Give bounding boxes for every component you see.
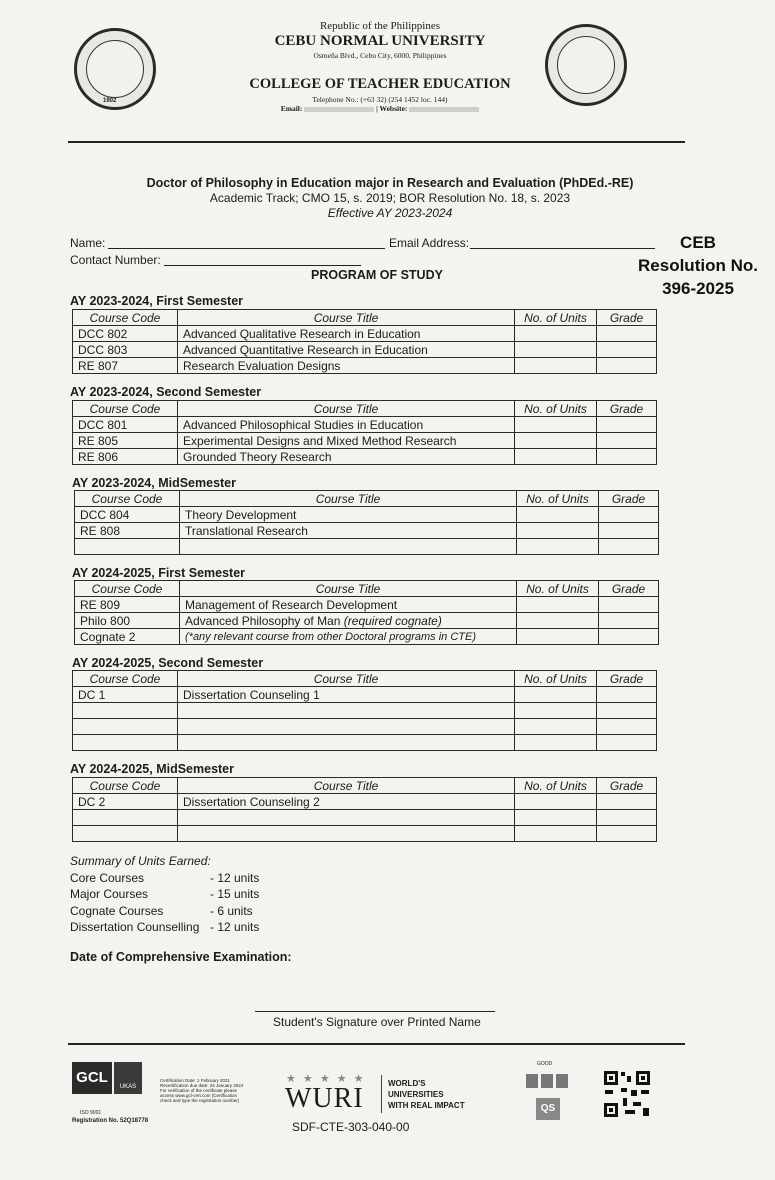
course-table [72, 777, 657, 842]
units-cell[interactable] [515, 358, 597, 374]
grade-cell[interactable] [597, 687, 657, 703]
grade-cell[interactable] [597, 703, 657, 719]
ceb-resolution-note [622, 231, 774, 300]
table-row [73, 326, 657, 342]
header-course-code: Course Code [73, 671, 178, 687]
course-code: DCC 802 [73, 326, 178, 342]
comprehensive-exam-label: Date of Comprehensive Examination: [70, 950, 292, 964]
header-course-title: Course Title [178, 671, 515, 687]
table-row [75, 629, 659, 645]
course-title: Dissertation Counseling 1 [178, 687, 515, 703]
course-title: Research Evaluation Designs [178, 358, 515, 374]
summary-value: - 15 units [210, 887, 260, 901]
course-table [72, 400, 657, 465]
header-grade: Grade [599, 491, 659, 507]
course-code: DC 2 [73, 794, 178, 810]
ukas-logo: UKAS [114, 1062, 142, 1094]
grade-cell[interactable] [597, 342, 657, 358]
course-title: Theory Development [180, 507, 517, 523]
header-units: No. of Units [515, 671, 597, 687]
grade-cell[interactable] [599, 629, 659, 645]
program-track: Academic Track; CMO 15, s. 2019; BOR Resolution No. 18, s. 2023 [209, 191, 571, 205]
header-course-title: Course Title [180, 491, 517, 507]
header-grade: Grade [597, 671, 657, 687]
wuri-tag-line: UNIVERSITIES [388, 1090, 444, 1099]
summary-label: Major Courses [70, 887, 149, 901]
grade-cell[interactable] [597, 358, 657, 374]
cert-line: Recertification due date: 24 January 2024 [160, 1083, 244, 1088]
header-course-title: Course Title [178, 778, 515, 794]
grade-cell[interactable] [599, 597, 659, 613]
units-cell[interactable] [515, 449, 597, 465]
course-code[interactable] [73, 735, 178, 751]
table-row [73, 735, 657, 751]
university-seal-left [74, 28, 156, 110]
header-grade: Grade [599, 581, 659, 597]
course-title: Grounded Theory Research [178, 449, 515, 465]
table-row [75, 523, 659, 539]
grade-cell[interactable] [597, 417, 657, 433]
document-code: SDF-CTE-303-040-00 [292, 1120, 410, 1134]
units-cell[interactable] [515, 810, 597, 826]
course-note: (required cognate) [343, 613, 442, 628]
course-title: Advanced Philosophical Studies in Education [178, 417, 515, 433]
summary-row [70, 919, 259, 936]
course-code[interactable] [75, 539, 180, 555]
course-code: RE 808 [75, 523, 180, 539]
course-title: Experimental Designs and Mixed Method Research [178, 433, 515, 449]
semester-title: AY 2024-2025, Second Semester [72, 656, 264, 670]
course-title[interactable] [180, 539, 517, 555]
summary-row [70, 903, 259, 920]
course-title[interactable] [178, 826, 515, 842]
course-title: Advanced Quantitative Research in Education [178, 342, 515, 358]
units-cell[interactable] [515, 687, 597, 703]
semester-title: AY 2024-2025, MidSemester [70, 762, 234, 776]
summary-label: Core Courses [70, 870, 145, 885]
course-code[interactable] [73, 810, 178, 826]
name-field[interactable] [108, 248, 385, 249]
units-cell[interactable] [515, 433, 597, 449]
units-cell[interactable] [517, 539, 599, 555]
seal-year: 1902 [103, 98, 117, 104]
grade-cell[interactable] [599, 507, 659, 523]
table-row [75, 507, 659, 523]
header-units: No. of Units [517, 581, 599, 597]
course-code: DCC 801 [73, 417, 178, 433]
units-cell[interactable] [515, 326, 597, 342]
email-label: Email: [280, 104, 303, 113]
qr-code-graphic [603, 1070, 651, 1118]
table-header-row [73, 401, 657, 417]
summary-title: Summary of Units Earned: [70, 854, 211, 868]
grade-cell[interactable] [599, 523, 659, 539]
header-course-code: Course Code [75, 491, 180, 507]
grade-cell[interactable] [599, 539, 659, 555]
table-row [73, 417, 657, 433]
table-row [75, 597, 659, 613]
semester-title: AY 2023-2024, MidSemester [72, 476, 236, 490]
units-cell[interactable] [517, 597, 599, 613]
table-row [75, 613, 659, 629]
ceb-line-1: CEB [680, 233, 716, 252]
header-course-title: Course Title [178, 401, 515, 417]
summary-value: - 12 units [210, 870, 260, 885]
certification-text [160, 1078, 243, 1103]
table-row [73, 794, 657, 810]
course-code: RE 806 [73, 449, 178, 465]
table-row [73, 342, 657, 358]
contact-line [170, 104, 590, 113]
table-header-row [73, 778, 657, 794]
name-label: Name: [70, 236, 106, 250]
iso-label: ISO 9001 [80, 1110, 102, 1116]
wuri-stars: ★ ★ ★ ★ ★ [286, 1073, 366, 1085]
semester-title: AY 2024-2025, First Semester [72, 566, 246, 580]
program-title-block [80, 176, 700, 220]
course-title[interactable] [178, 719, 515, 735]
course-code: DC 1 [73, 687, 178, 703]
contact-number-field[interactable] [164, 265, 361, 266]
header-grade: Grade [597, 778, 657, 794]
wuri-logo: WURI [285, 1083, 364, 1114]
ceb-line-3: 396-2025 [662, 279, 734, 298]
header-course-title: Course Title [180, 581, 517, 597]
qs-logo: QS [536, 1098, 560, 1120]
course-table [74, 490, 659, 555]
course-title: Advanced Philosophy of Man [185, 613, 341, 628]
units-cell[interactable] [517, 523, 599, 539]
program-effective: Effective AY 2023-2024 [327, 206, 453, 220]
course-code[interactable] [73, 826, 178, 842]
header-units: No. of Units [515, 401, 597, 417]
summary-row [70, 870, 259, 887]
header-units: No. of Units [515, 310, 597, 326]
university-name: CEBU NORMAL UNIVERSITY [274, 33, 486, 49]
table-row [73, 810, 657, 826]
table-header-row [73, 310, 657, 326]
header-course-code: Course Code [73, 310, 178, 326]
gcl-logo: GCL [72, 1062, 112, 1094]
table-row [75, 539, 659, 555]
telephone-line: Telephone No.: (+63 32) (254 1452 loc. 144) [312, 95, 448, 104]
course-table [74, 580, 659, 645]
qr-code-icon[interactable] [603, 1070, 651, 1118]
ceb-line-2: Resolution No. [638, 256, 758, 275]
course-code: RE 805 [73, 433, 178, 449]
units-cell[interactable] [517, 629, 599, 645]
registration-number: Registration No. 52Q18778 [72, 1118, 149, 1124]
signature-label: Student's Signature over Printed Name [273, 1015, 481, 1029]
header-course-code: Course Code [73, 778, 178, 794]
course-code: RE 809 [75, 597, 180, 613]
grade-cell[interactable] [599, 613, 659, 629]
grade-cell[interactable] [597, 719, 657, 735]
cert-line: For verification of the certificate please [160, 1088, 238, 1093]
letterhead [170, 20, 590, 113]
email-address-label: Email Address: [389, 236, 470, 250]
units-summary [70, 853, 259, 936]
course-title[interactable] [178, 735, 515, 751]
course-title: Advanced Qualitative Research in Education [178, 326, 515, 342]
website-label: | Website: [376, 104, 408, 113]
course-code: DCC 804 [75, 507, 180, 523]
cert-line: check and type the registration number) [160, 1098, 240, 1103]
header-grade: Grade [597, 310, 657, 326]
email-address-field[interactable] [470, 248, 655, 249]
wuri-tag-line: WORLD'S [388, 1079, 426, 1088]
republic-line: Republic of the Philippines [319, 20, 441, 32]
course-title: Management of Research Development [180, 597, 517, 613]
course-code: DCC 803 [73, 342, 178, 358]
course-title: Translational Research [180, 523, 517, 539]
cert-line: access www.gcl-cert.com (Certification [160, 1093, 238, 1098]
course-title: Dissertation Counseling 2 [178, 794, 515, 810]
units-cell[interactable] [517, 507, 599, 523]
grade-cell[interactable] [597, 433, 657, 449]
wuri-tagline [388, 1078, 465, 1111]
header-units: No. of Units [517, 491, 599, 507]
table-header-row [73, 671, 657, 687]
grade-cell[interactable] [597, 794, 657, 810]
semester-title: AY 2023-2024, Second Semester [70, 385, 262, 399]
header-course-code: Course Code [75, 581, 180, 597]
table-row [73, 826, 657, 842]
signature-line[interactable] [255, 1011, 495, 1012]
footer-divider [68, 1043, 685, 1045]
units-cell[interactable] [515, 794, 597, 810]
program-title: Doctor of Philosophy in Education major in Research and Evaluation (PhDEd.-RE) [146, 176, 634, 190]
course-title[interactable] [178, 703, 515, 719]
units-cell[interactable] [515, 735, 597, 751]
units-cell[interactable] [515, 703, 597, 719]
grade-cell[interactable] [597, 810, 657, 826]
course-code[interactable] [73, 703, 178, 719]
table-row [73, 703, 657, 719]
website-blur [409, 107, 479, 112]
header-course-title: Course Title [178, 310, 515, 326]
grade-cell[interactable] [597, 326, 657, 342]
wuri-divider [381, 1075, 382, 1113]
units-cell[interactable] [517, 613, 599, 629]
course-title: (*any relevant course from other Doctoral programs in CTE) [180, 629, 517, 645]
summary-value: - 12 units [210, 920, 260, 934]
table-header-row [75, 581, 659, 597]
units-cell[interactable] [515, 417, 597, 433]
grade-cell[interactable] [597, 735, 657, 751]
course-code: Philo 800 [75, 613, 180, 629]
contact-number-label: Contact Number: [70, 253, 161, 267]
course-table [72, 309, 657, 374]
course-code: Cognate 2 [75, 629, 180, 645]
summary-value: - 6 units [210, 903, 253, 918]
college-name: COLLEGE OF TEACHER EDUCATION [249, 76, 511, 92]
course-title[interactable] [178, 810, 515, 826]
qs-stars-icon [526, 1074, 568, 1088]
grade-cell[interactable] [597, 449, 657, 465]
email-blur [304, 107, 374, 112]
table-row [73, 433, 657, 449]
header-grade: Grade [597, 401, 657, 417]
table-row [73, 358, 657, 374]
course-table [72, 670, 657, 751]
university-address: Osmeña Blvd., Cebu City, 6000, Philippines [313, 51, 447, 60]
table-header-row [75, 491, 659, 507]
units-cell[interactable] [515, 826, 597, 842]
units-cell[interactable] [515, 719, 597, 735]
table-row [73, 687, 657, 703]
summary-label: Dissertation Counselling [70, 920, 200, 934]
header-units: No. of Units [515, 778, 597, 794]
semester-title: AY 2023-2024, First Semester [70, 294, 244, 308]
course-code[interactable] [73, 719, 178, 735]
header-course-code: Course Code [73, 401, 178, 417]
program-of-study-heading: PROGRAM OF STUDY [311, 268, 443, 282]
header-divider [68, 141, 685, 143]
course-code: RE 807 [73, 358, 178, 374]
summary-label: Cognate Courses [70, 903, 164, 918]
cert-line: Certification Date: 1 February 2021 [160, 1078, 231, 1083]
course-title-cell [180, 613, 517, 629]
grade-cell[interactable] [597, 826, 657, 842]
table-row [73, 719, 657, 735]
table-row [73, 449, 657, 465]
qs-good-label: GOOD [537, 1061, 553, 1067]
wuri-tag-line: WITH REAL IMPACT [388, 1101, 465, 1110]
summary-row [70, 886, 259, 903]
units-cell[interactable] [515, 342, 597, 358]
